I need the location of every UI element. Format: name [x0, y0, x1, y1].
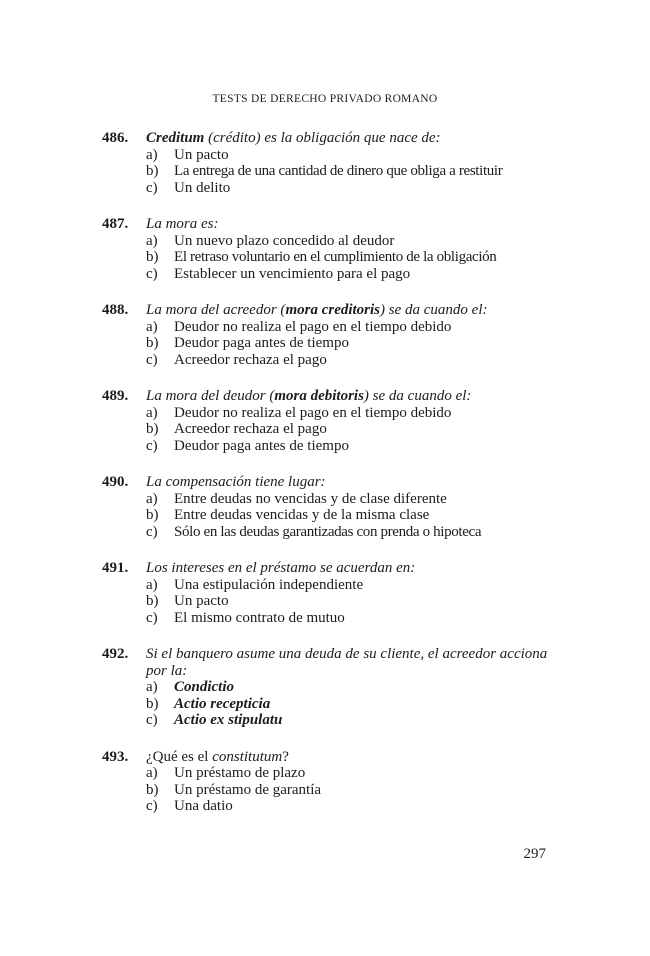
question-493 [102, 749, 552, 815]
option-c [102, 798, 552, 815]
option-letter: c) [146, 712, 158, 728]
question-prompt [146, 302, 552, 319]
question-number: 492. [102, 646, 129, 662]
option-text: Deudor no realiza el pago en el tiempo debido [174, 318, 452, 335]
option-b [102, 421, 552, 438]
option-text: Acreedor rechaza el pago [174, 351, 327, 368]
option-letter: c) [146, 351, 158, 368]
option-text: Un préstamo de plazo [174, 765, 306, 781]
option-text: Actio recepticia [174, 695, 271, 712]
option-letter: b) [146, 695, 159, 712]
option-text: Una estipulación independiente [174, 576, 364, 593]
option-letter: b) [146, 163, 159, 179]
option-c [102, 266, 552, 283]
question-prompt [146, 130, 552, 147]
option-text: Un nuevo plazo concedido al deudor [174, 232, 395, 249]
option-b [102, 249, 552, 266]
option-b [102, 593, 552, 610]
option-b [102, 335, 552, 352]
option-letter: c) [146, 265, 158, 282]
option-b [102, 507, 552, 524]
question-number: 486. [102, 130, 129, 146]
option-letter: b) [146, 507, 159, 523]
option-text: La entrega de una cantidad de dinero que obliga a restituir [174, 163, 503, 179]
option-letter: a) [146, 576, 158, 593]
question-prompt [146, 749, 552, 766]
option-letter: a) [146, 404, 158, 421]
page-number: 297 [523, 846, 546, 862]
option-a [102, 679, 552, 696]
prompt-text: ) se da cuando el: [363, 388, 472, 404]
option-b [102, 782, 552, 799]
option-text: Un delito [174, 179, 231, 196]
question-number: 488. [102, 302, 129, 318]
option-a [102, 319, 552, 336]
option-letter: a) [146, 318, 158, 335]
option-a [102, 765, 552, 782]
option-letter: c) [146, 798, 158, 814]
option-letter: a) [146, 146, 158, 163]
option-text: Condictio [174, 679, 235, 695]
question-490 [102, 474, 552, 540]
question-492 [102, 646, 552, 729]
option-c [102, 610, 552, 627]
option-text: Un pacto [174, 146, 229, 163]
option-text: Deudor paga antes de tiempo [174, 335, 349, 351]
option-text: Actio ex stipulatu [174, 712, 283, 728]
option-letter: c) [146, 437, 158, 454]
option-text: Sólo en las deudas garantizadas con prenda o hipoteca [174, 523, 482, 540]
question-491 [102, 560, 552, 626]
option-letter: b) [146, 249, 159, 265]
option-text: Entre deudas no vencidas y de clase diferente [174, 490, 447, 507]
question-prompt: Los intereses en el préstamo se acuerdan en: [146, 560, 416, 576]
option-text: El mismo contrato de mutuo [174, 609, 345, 626]
prompt-text: La mora del acreedor ( [146, 302, 286, 318]
option-letter: a) [146, 232, 158, 249]
question-number: 489. [102, 388, 129, 404]
question-prompt [146, 388, 552, 405]
question-487 [102, 216, 552, 282]
option-text: Acreedor rechaza el pago [174, 421, 327, 437]
option-text: Entre deudas vencidas y de la misma clase [174, 507, 430, 523]
option-text: El retraso voluntario en el cumplimiento de la obligación [174, 249, 497, 265]
option-text: Una datio [174, 798, 233, 814]
option-c [102, 180, 552, 197]
question-list [102, 130, 552, 835]
option-letter: a) [146, 490, 158, 507]
option-letter: b) [146, 781, 159, 798]
prompt-term: Creditum [146, 130, 205, 146]
running-header: TESTS DE DERECHO PRIVADO ROMANO [212, 93, 438, 105]
option-letter: b) [146, 593, 159, 609]
prompt-text: ? [282, 748, 289, 765]
prompt-text: ¿Qué es el [146, 748, 213, 765]
option-b [102, 696, 552, 713]
question-prompt: La mora es: [146, 216, 219, 232]
option-a [102, 233, 552, 250]
option-a [102, 577, 552, 594]
option-letter: b) [146, 421, 159, 437]
option-text: Establecer un vencimiento para el pago [174, 265, 411, 282]
prompt-text: (crédito) es la obligación que nace de: [204, 130, 441, 146]
question-486 [102, 130, 552, 196]
option-text: Un préstamo de garantía [174, 781, 322, 798]
question-489 [102, 388, 552, 454]
question-number: 487. [102, 216, 129, 232]
option-text: Un pacto [174, 593, 229, 609]
question-number: 490. [102, 474, 129, 490]
option-a [102, 491, 552, 508]
option-c [102, 524, 552, 541]
option-c [102, 712, 552, 729]
question-number: 493. [102, 748, 129, 765]
prompt-term: mora creditoris [285, 302, 381, 318]
option-letter: c) [146, 609, 158, 626]
option-text: Deudor no realiza el pago en el tiempo debido [174, 404, 452, 421]
question-prompt: Si el banquero asume una deuda de su cliente, el acreedor acciona por la: [146, 646, 548, 679]
option-letter: b) [146, 335, 159, 351]
option-c [102, 352, 552, 369]
option-letter: a) [146, 679, 158, 695]
option-letter: a) [146, 765, 158, 781]
prompt-text: La mora del deudor ( [146, 388, 275, 404]
option-text: Deudor paga antes de tiempo [174, 437, 349, 454]
question-488 [102, 302, 552, 368]
option-c [102, 438, 552, 455]
option-b [102, 163, 552, 180]
option-letter: c) [146, 179, 158, 196]
prompt-term: constitutum [212, 748, 283, 765]
option-letter: c) [146, 523, 158, 540]
prompt-text: ) se da cuando el: [380, 302, 488, 318]
option-a [102, 147, 552, 164]
option-a [102, 405, 552, 422]
question-number: 491. [102, 560, 129, 576]
prompt-term: mora debitoris [274, 388, 364, 404]
question-prompt: La compensación tiene lugar: [146, 474, 326, 490]
